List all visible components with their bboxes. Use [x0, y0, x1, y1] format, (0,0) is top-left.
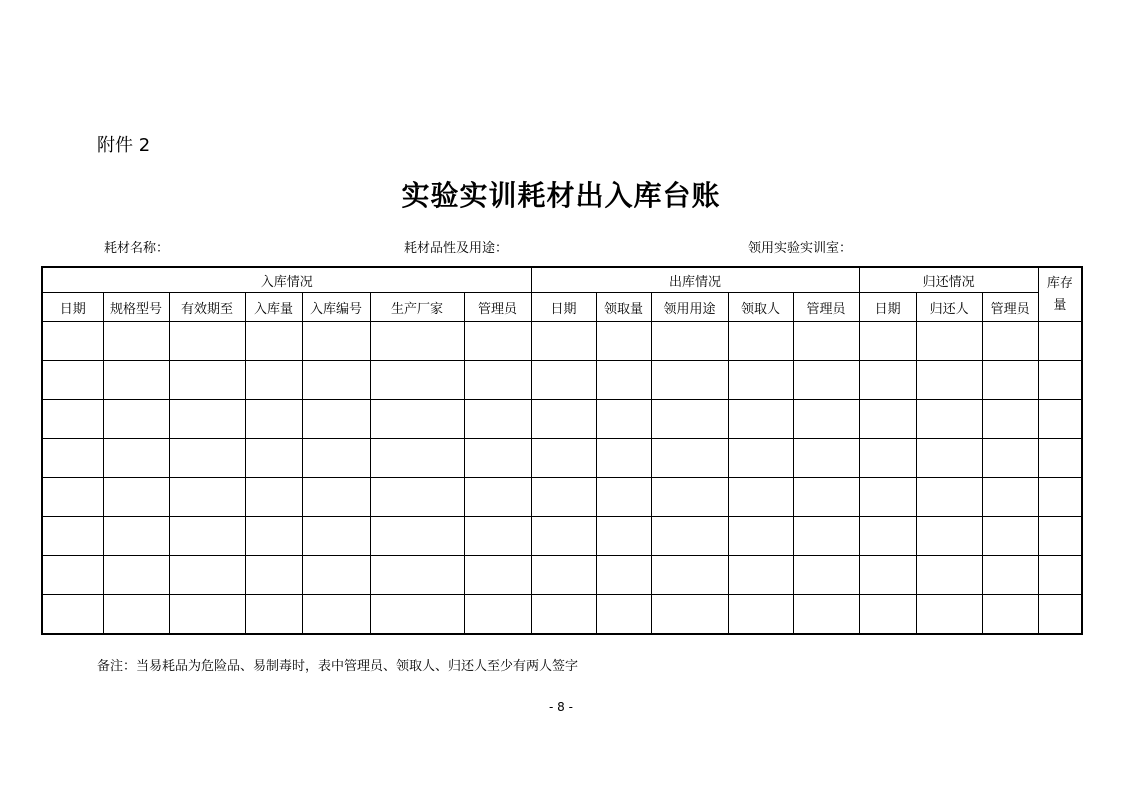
- col-out-qty: 领取量: [596, 293, 651, 322]
- outbound-group-header: 出库情况: [531, 267, 859, 293]
- table-cell: [982, 439, 1038, 478]
- col-out-person: 领取人: [728, 293, 793, 322]
- table-cell: [169, 478, 245, 517]
- col-in-no: 入库编号: [302, 293, 370, 322]
- table-cell: [531, 478, 596, 517]
- material-name-label: 耗材名称：: [104, 241, 170, 256]
- table-cell: [245, 556, 302, 595]
- table-cell: [793, 361, 859, 400]
- table-row: [42, 517, 1082, 556]
- table-cell: [245, 361, 302, 400]
- table-cell: [596, 439, 651, 478]
- table-row: [42, 595, 1082, 635]
- table-cell: [103, 478, 169, 517]
- table-cell: [793, 556, 859, 595]
- table-cell: [302, 361, 370, 400]
- table-cell: [728, 478, 793, 517]
- table-cell: [596, 322, 651, 361]
- page-title: 实验实训耗材出入库台账: [401, 179, 721, 212]
- table-cell: [464, 517, 531, 556]
- table-cell: [596, 517, 651, 556]
- table-cell: [531, 361, 596, 400]
- table-cell: [531, 595, 596, 635]
- table-cell: [245, 439, 302, 478]
- table-cell: [245, 400, 302, 439]
- table-cell: [531, 439, 596, 478]
- col-in-expiry: 有效期至: [169, 293, 245, 322]
- table-cell: [42, 556, 103, 595]
- table-cell: [859, 556, 916, 595]
- table-cell: [169, 322, 245, 361]
- table-cell: [793, 322, 859, 361]
- table-cell: [302, 556, 370, 595]
- table-cell: [1038, 400, 1082, 439]
- table-cell: [531, 400, 596, 439]
- table-cell: [464, 595, 531, 635]
- table-cell: [982, 361, 1038, 400]
- col-in-maker: 生产厂家: [370, 293, 464, 322]
- table-cell: [859, 595, 916, 635]
- table-cell: [651, 439, 728, 478]
- lab-room-label: 领用实验实训室：: [748, 241, 853, 256]
- table-cell: [302, 478, 370, 517]
- col-out-use: 领用用途: [651, 293, 728, 322]
- table-cell: [596, 478, 651, 517]
- table-row: [42, 400, 1082, 439]
- table-cell: [1038, 517, 1082, 556]
- table-cell: [651, 361, 728, 400]
- attachment-label: 附件 2: [97, 135, 151, 156]
- table-cell: [728, 361, 793, 400]
- table-cell: [169, 517, 245, 556]
- table-cell: [42, 595, 103, 635]
- ledger-body: [42, 322, 1082, 635]
- table-cell: [464, 361, 531, 400]
- table-cell: [42, 478, 103, 517]
- table-cell: [596, 556, 651, 595]
- table-cell: [793, 595, 859, 635]
- table-cell: [916, 595, 982, 635]
- table-cell: [169, 361, 245, 400]
- table-cell: [916, 400, 982, 439]
- table-cell: [651, 556, 728, 595]
- col-ret-person: 归还人: [916, 293, 982, 322]
- table-cell: [302, 439, 370, 478]
- table-cell: [859, 361, 916, 400]
- table-row: [42, 556, 1082, 595]
- table-cell: [651, 400, 728, 439]
- table-cell: [651, 595, 728, 635]
- table-row: [42, 478, 1082, 517]
- col-in-date: 日期: [42, 293, 103, 322]
- table-cell: [370, 361, 464, 400]
- table-cell: [370, 517, 464, 556]
- table-cell: [42, 361, 103, 400]
- table-cell: [651, 517, 728, 556]
- table-cell: [245, 322, 302, 361]
- stock-header-line1: 库存: [1046, 275, 1073, 291]
- table-cell: [302, 400, 370, 439]
- table-cell: [982, 517, 1038, 556]
- table-cell: [1038, 322, 1082, 361]
- table-cell: [103, 439, 169, 478]
- table-cell: [464, 322, 531, 361]
- table-cell: [728, 595, 793, 635]
- table-cell: [531, 322, 596, 361]
- table-cell: [103, 361, 169, 400]
- table-cell: [916, 556, 982, 595]
- table-cell: [464, 400, 531, 439]
- table-cell: [169, 439, 245, 478]
- table-cell: [728, 439, 793, 478]
- table-cell: [370, 595, 464, 635]
- table-cell: [103, 556, 169, 595]
- table-cell: [916, 322, 982, 361]
- table-cell: [103, 517, 169, 556]
- col-ret-admin: 管理员: [982, 293, 1038, 322]
- table-cell: [302, 517, 370, 556]
- table-cell: [728, 517, 793, 556]
- table-cell: [859, 439, 916, 478]
- table-cell: [302, 595, 370, 635]
- col-in-qty: 入库量: [245, 293, 302, 322]
- table-cell: [596, 400, 651, 439]
- col-ret-date: 日期: [859, 293, 916, 322]
- table-cell: [1038, 556, 1082, 595]
- page-number: - 8 -: [549, 700, 573, 714]
- table-cell: [728, 556, 793, 595]
- col-in-spec: 规格型号: [103, 293, 169, 322]
- inbound-group-header: 入库情况: [42, 267, 531, 293]
- table-cell: [793, 400, 859, 439]
- table-cell: [1038, 595, 1082, 635]
- table-cell: [42, 517, 103, 556]
- table-cell: [859, 400, 916, 439]
- table-cell: [103, 322, 169, 361]
- table-cell: [793, 439, 859, 478]
- table-cell: [793, 478, 859, 517]
- ledger-table: [41, 266, 1083, 635]
- table-cell: [370, 478, 464, 517]
- table-row: [42, 322, 1082, 361]
- table-cell: [651, 322, 728, 361]
- table-cell: [103, 400, 169, 439]
- table-cell: [982, 478, 1038, 517]
- table-cell: [1038, 439, 1082, 478]
- table-cell: [982, 556, 1038, 595]
- table-cell: [859, 322, 916, 361]
- table-cell: [982, 322, 1038, 361]
- table-cell: [169, 556, 245, 595]
- table-cell: [728, 322, 793, 361]
- table-cell: [982, 400, 1038, 439]
- table-cell: [596, 361, 651, 400]
- table-cell: [370, 439, 464, 478]
- remark-note: 备注：当易耗品为危险品、易制毒时，表中管理员、领取人、归还人至少有两人签字: [97, 659, 579, 674]
- table-cell: [42, 439, 103, 478]
- table-cell: [245, 595, 302, 635]
- table-cell: [728, 400, 793, 439]
- table-cell: [916, 517, 982, 556]
- table-cell: [982, 595, 1038, 635]
- table-cell: [42, 322, 103, 361]
- table-cell: [302, 322, 370, 361]
- stock-header-line2: 量: [1053, 297, 1067, 313]
- col-in-admin: 管理员: [464, 293, 531, 322]
- table-cell: [916, 439, 982, 478]
- table-row: [42, 361, 1082, 400]
- stock-header: [1038, 267, 1082, 322]
- table-cell: [169, 595, 245, 635]
- table-cell: [42, 400, 103, 439]
- table-cell: [464, 556, 531, 595]
- material-nature-label: 耗材品性及用途：: [404, 241, 509, 256]
- table-cell: [464, 478, 531, 517]
- table-cell: [169, 400, 245, 439]
- table-cell: [859, 478, 916, 517]
- table-cell: [245, 478, 302, 517]
- col-out-date: 日期: [531, 293, 596, 322]
- table-cell: [370, 556, 464, 595]
- table-cell: [916, 478, 982, 517]
- table-cell: [464, 439, 531, 478]
- table-cell: [370, 322, 464, 361]
- table-row: [42, 439, 1082, 478]
- table-cell: [793, 517, 859, 556]
- table-cell: [916, 361, 982, 400]
- table-cell: [531, 556, 596, 595]
- table-cell: [1038, 478, 1082, 517]
- returns-group-header: 归还情况: [859, 267, 1038, 293]
- table-cell: [1038, 361, 1082, 400]
- table-cell: [651, 478, 728, 517]
- table-cell: [370, 400, 464, 439]
- table-cell: [245, 517, 302, 556]
- table-cell: [859, 517, 916, 556]
- table-cell: [596, 595, 651, 635]
- table-cell: [531, 517, 596, 556]
- col-out-admin: 管理员: [793, 293, 859, 322]
- table-cell: [103, 595, 169, 635]
